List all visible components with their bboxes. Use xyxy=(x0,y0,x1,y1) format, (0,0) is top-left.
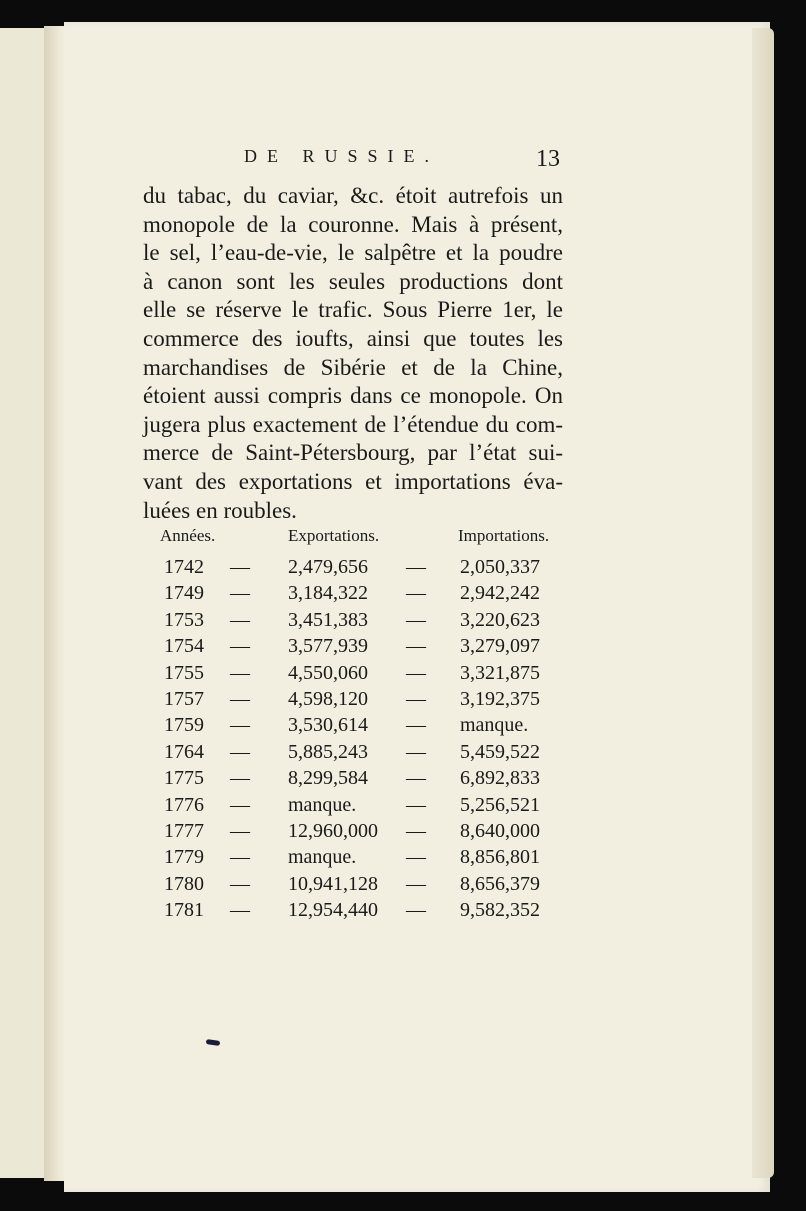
export-cell: manque. xyxy=(288,846,357,869)
year-cell: 1757 xyxy=(164,687,204,710)
body-paragraph xyxy=(143,182,563,525)
text-line: commerce des ioufts, ainsi que toutes les xyxy=(143,325,563,351)
running-head: DE RUSSIE. xyxy=(244,146,440,166)
dash-cell: — xyxy=(230,714,250,737)
dash-cell: — xyxy=(230,767,250,790)
text-line: étoient aussi compris dans ce monopole. On xyxy=(143,383,563,409)
export-cell: 10,941,128 xyxy=(288,872,378,895)
dash-cell: — xyxy=(406,687,426,710)
export-cell: 3,530,614 xyxy=(288,714,368,737)
import-cell: 2,050,337 xyxy=(460,556,540,578)
export-cell: 12,954,440 xyxy=(288,899,378,922)
dash-cell: — xyxy=(230,846,250,869)
import-cell: 5,459,522 xyxy=(460,740,540,763)
year-cell: 1764 xyxy=(164,740,204,763)
dash-cell: — xyxy=(406,740,426,763)
import-cell: 8,856,801 xyxy=(460,846,540,869)
import-cell: 6,892,833 xyxy=(460,767,540,790)
dash-cell: — xyxy=(406,635,426,658)
year-cell: 1777 xyxy=(164,819,204,842)
dash-cell: — xyxy=(230,582,250,605)
dash-cell: — xyxy=(406,793,426,816)
export-cell: manque. xyxy=(288,793,357,816)
page-number: 13 xyxy=(536,146,560,172)
dash-cell: — xyxy=(230,819,250,842)
export-cell: 3,577,939 xyxy=(288,635,368,658)
table-row xyxy=(160,662,580,688)
export-cell: 4,550,060 xyxy=(288,661,368,684)
table-row xyxy=(160,582,580,608)
dash-cell: — xyxy=(230,635,250,658)
dash-cell: — xyxy=(406,661,426,684)
dash-cell: — xyxy=(230,740,250,763)
text-line: du tabac, du caviar, &c. étoit autrefois un xyxy=(143,183,563,208)
table-row xyxy=(160,714,580,740)
text-line: elle se réserve le trafic. Sous Pierre 1er, le xyxy=(143,297,563,323)
import-cell: 5,256,521 xyxy=(460,793,540,816)
export-cell: 3,451,383 xyxy=(288,608,368,631)
export-cell: 8,299,584 xyxy=(288,767,368,790)
dash-cell: — xyxy=(230,608,250,631)
dash-cell: — xyxy=(230,899,250,922)
dash-cell: — xyxy=(406,872,426,895)
table-row xyxy=(160,609,580,635)
dash-cell: — xyxy=(406,556,426,578)
import-cell: 3,220,623 xyxy=(460,608,540,631)
dash-cell: — xyxy=(406,714,426,737)
year-cell: 1776 xyxy=(164,793,204,816)
year-cell: 1749 xyxy=(164,582,204,605)
table-header xyxy=(160,526,580,556)
export-cell: 2,479,656 xyxy=(288,556,368,578)
year-cell: 1780 xyxy=(164,872,204,895)
dash-cell: — xyxy=(406,846,426,869)
text-line: luées en roubles. xyxy=(143,497,297,523)
text-line: marchandises de Sibérie et de la Chine, xyxy=(143,354,563,380)
year-cell: 1742 xyxy=(164,556,204,578)
dash-cell: — xyxy=(230,793,250,816)
dash-cell: — xyxy=(406,767,426,790)
export-cell: 12,960,000 xyxy=(288,819,378,842)
table-row xyxy=(160,767,580,793)
dash-cell: — xyxy=(230,661,250,684)
import-cell: manque. xyxy=(460,714,529,737)
import-cell: 9,582,352 xyxy=(460,899,540,922)
import-cell: 3,321,875 xyxy=(460,661,540,684)
page-edge xyxy=(752,28,774,1178)
table-row xyxy=(160,635,580,661)
header-exports: Exportations. xyxy=(288,526,380,545)
table-row xyxy=(160,899,580,925)
dash-cell: — xyxy=(230,872,250,895)
left-page-edge xyxy=(0,28,46,1178)
text-line: monopole de la couronne. Mais à présent, xyxy=(143,211,563,237)
text-line: jugera plus exactement de l’étendue du com- xyxy=(143,411,563,437)
year-cell: 1781 xyxy=(164,899,204,922)
text-line: le sel, l’eau-de-vie, le salpêtre et la poudre xyxy=(143,240,563,266)
table-row xyxy=(160,846,580,872)
year-cell: 1779 xyxy=(164,846,204,869)
table-row xyxy=(160,741,580,767)
table-row xyxy=(160,873,580,899)
table-row xyxy=(160,688,580,714)
import-cell: 3,279,097 xyxy=(460,635,540,658)
dash-cell: — xyxy=(230,556,250,578)
dash-cell: — xyxy=(406,608,426,631)
year-cell: 1775 xyxy=(164,767,204,790)
year-cell: 1753 xyxy=(164,608,204,631)
export-cell: 3,184,322 xyxy=(288,582,368,605)
trade-table xyxy=(160,526,580,925)
dash-cell: — xyxy=(406,582,426,605)
text-line: à canon sont les seules productions dont xyxy=(143,268,563,294)
year-cell: 1755 xyxy=(164,661,204,684)
year-cell: 1759 xyxy=(164,714,204,737)
text-line: vant des exportations et importations éva- xyxy=(143,468,563,494)
dash-cell: — xyxy=(406,899,426,922)
import-cell: 3,192,375 xyxy=(460,687,540,710)
import-cell: 8,656,379 xyxy=(460,872,540,895)
export-cell: 4,598,120 xyxy=(288,687,368,710)
text-line: merce de Saint-Pétersbourg, par l’état sui- xyxy=(143,440,563,466)
table-row xyxy=(160,794,580,820)
table-row xyxy=(160,556,580,582)
table-body xyxy=(160,556,580,925)
year-cell: 1754 xyxy=(164,635,204,658)
dash-cell: — xyxy=(230,687,250,710)
dash-cell: — xyxy=(406,819,426,842)
table-row xyxy=(160,820,580,846)
header-years: Années. xyxy=(160,526,216,545)
import-cell: 8,640,000 xyxy=(460,819,540,842)
header-imports: Importations. xyxy=(458,526,550,545)
export-cell: 5,885,243 xyxy=(288,740,368,763)
import-cell: 2,942,242 xyxy=(460,582,540,605)
